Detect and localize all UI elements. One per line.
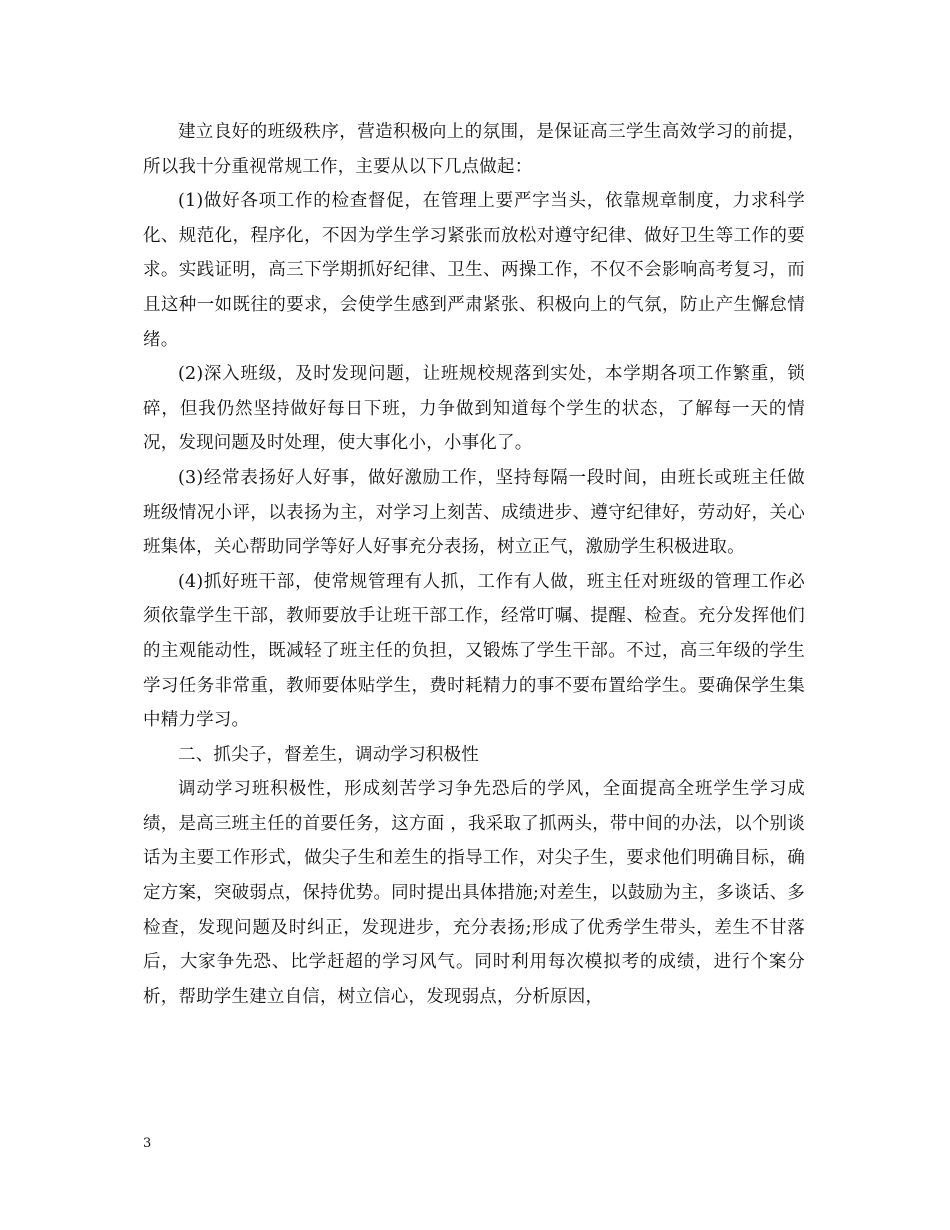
paragraph-4: (3)经常表扬好人好事，做好激励工作，坚持每隔一段时间，由班长或班主任做班级情况小评，以表扬为主，对学习上刻苦、成绩进步、遵守纪律好，劳动好，关心班集体，关心帮助同学等好人好事充分表扬，树立正气，激励学生积极进取。 (143, 467, 805, 558)
paragraph-2: (1)做好各项工作的检查督促，在管理上要严字当头，依靠规章制度，力求科学化、规范化，程序化，不因为学生学习紧张而放松对遵守纪律、做好卫生等工作的要求。实践证明，高三下学期抓好纪律、卫生、两操工作，不仅不会影响高考复习，而且这种一如既往的要求，会使学生感到严肃紧张、积极向上的气氛，防止产生懈怠情绪。 (143, 191, 805, 350)
section-heading: 二、抓尖子，督差生，调动学习积极性 (178, 744, 479, 765)
page-number: 3 (143, 1136, 152, 1151)
paragraph-5: (4)抓好班干部，使常规管理有人抓，工作有人做，班主任对班级的管理工作必须依靠学生干部，教师要放手让班干部工作，经常叮嘱、提醒、检查。充分发挥他们的主观能动性，既减轻了班主任的负担，又锻炼了学生干部。不过，高三年级的学生学习任务非常重，教师要体贴学生，费时耗精力的事不要布置给学生。要确保学生集中精力学习。 (143, 571, 805, 731)
paragraph-3: (2)深入班级，及时发现问题，让班规校规落到实处，本学期各项工作繁重，锁碎，但我仍然坚持做好每日下班，力争做到知道每个学生的状态，了解每一天的情况，发现问题及时处理，使大事化小，小事化了。 (143, 364, 805, 454)
paragraph-1: 建立良好的班级秩序，营造积极向上的氛围，是保证高三学生高效学习的前提，所以我十分重视常规工作，主要从以下几点做起： (143, 122, 805, 177)
document-body (143, 115, 805, 1014)
paragraph-6: 调动学习班积极性，形成刻苦学习争先恐后的学风，全面提高全班学生学习成绩，是高三班主任的首要任务，这方面 ，我采取了抓两头，带中间的办法，以个别谈话为主要工作形式，做尖子生和差生的指导工作，对尖子生，要求他们明确目标，确定方案，突破弱点，保持优势。同时提出具体措施;对差生，以鼓励为主，多谈话、多检查，发现问题及时纠正，发现进步，充分表扬;形成了优秀学生带头，差生不甘落后，大家争先恐、比学赶超的学习风气。同时利用每次模拟考的成绩，进行个案分析，帮助学生建立自信，树立信心，发现弱点，分析原因， (143, 779, 805, 1007)
